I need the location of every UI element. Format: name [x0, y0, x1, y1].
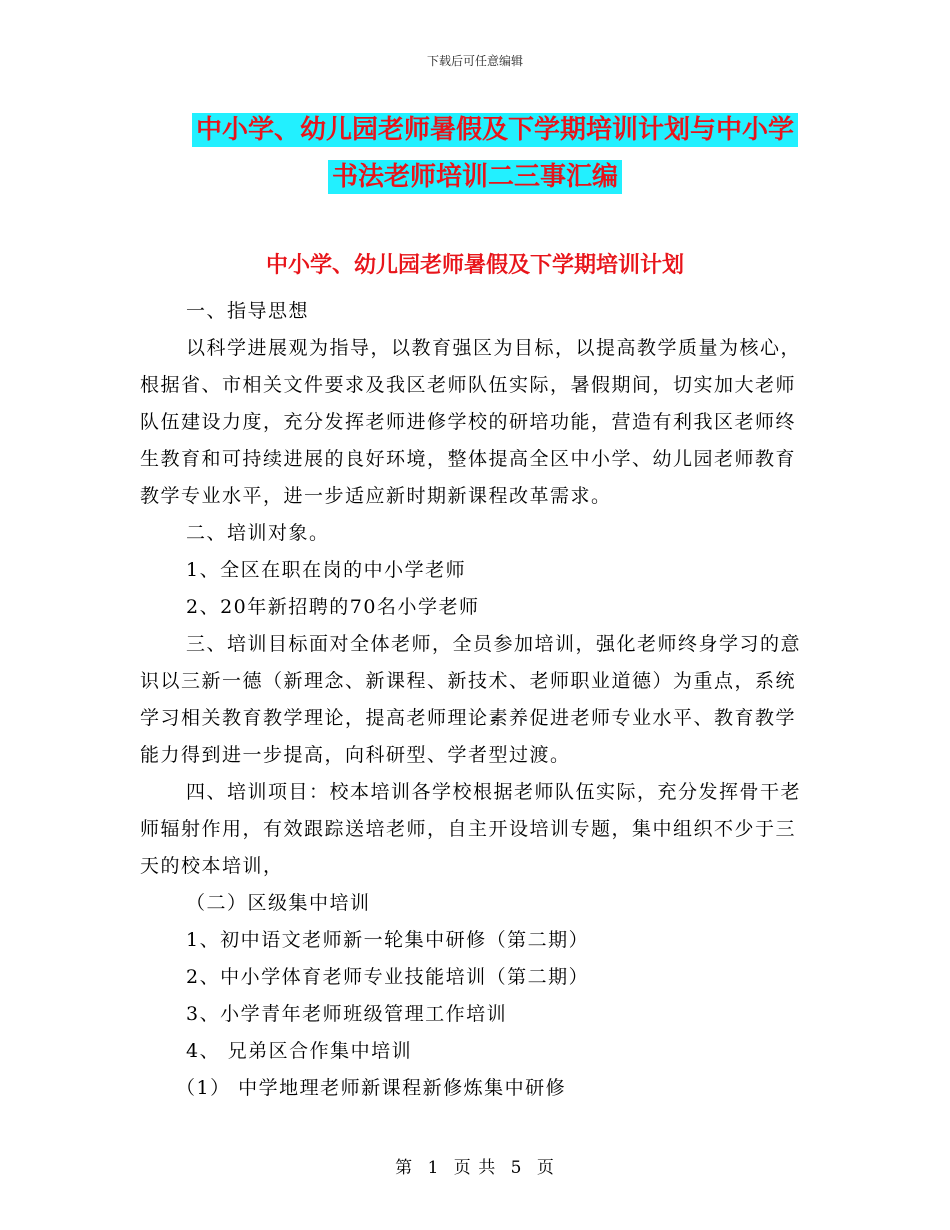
footer-mid: 页 共 — [453, 1158, 497, 1178]
page-footer — [0, 1153, 950, 1178]
document-title-line-1 — [0, 110, 950, 150]
list-item: 1、全区在职在岗的中小学老师 — [186, 559, 467, 581]
list-item: （1） 中学地理老师新课程新修炼集中研修 — [176, 1077, 567, 1099]
footer-suffix: 页 — [536, 1158, 555, 1178]
paragraph-heading-2: 二、培训对象。 — [186, 522, 330, 544]
footer-prefix: 第 — [395, 1158, 414, 1178]
paragraph-guiding-thought: 以科学进展观为指导，以教育强区为目标，以提高教学质量为核心，根据省、市相关文件要求及我区老师队伍实际，暑假期间，切实加大老师队伍建设力度，充分发挥老师进修学校的研培功能，营造有利我区老师终生教育和可持续进展的良好环境，整体提高全区中小学、幼儿园老师教育教学专业水平，进一步适应新时期新课程改革需求。 — [140, 337, 802, 507]
list-item: 1、初中语文老师新一轮集中研修（第二期） — [186, 929, 590, 951]
paragraph-subheading: （二）区级集中培训 — [186, 892, 371, 914]
document-title-line-1-text: 中小学、幼儿园老师暑假及下学期培训计划与中小学 — [192, 113, 798, 147]
document-title-line-2 — [0, 157, 950, 197]
document-title-line-2-text: 书法老师培训二三事汇编 — [328, 160, 622, 194]
list-item: 2、20年新招聘的70名小学老师 — [186, 596, 480, 618]
paragraph-heading-1: 一、指导思想 — [186, 300, 310, 322]
footer-page-number: 1 — [427, 1158, 440, 1178]
paragraph-training-goal: 三、培训目标面对全体老师，全员参加培训，强化老师终身学习的意识以三新一德（新理念、新课程、新技术、老师职业道德）为重点，系统学习相关教育教学理论，提高老师理论素养促进老师专业水平、教育教学能力得到进一步提高，向科研型、学者型过渡。 — [140, 633, 802, 766]
document-body — [140, 293, 805, 1107]
list-item: 4、 兄弟区合作集中培训 — [186, 1040, 413, 1062]
section-title: 中小学、幼儿园老师暑假及下学期培训计划 — [265, 253, 684, 278]
paragraph-training-items: 四、培训项目：校本培训各学校根据老师队伍实际，充分发挥骨干老师辐射作用，有效跟踪送培老师，自主开设培训专题，集中组织不少于三天的校本培训， — [140, 781, 802, 877]
page-header: 下载后可任意编辑 — [426, 54, 523, 68]
list-item: 3、小学青年老师班级管理工作培训 — [186, 1003, 508, 1025]
footer-total-pages: 5 — [510, 1158, 523, 1178]
list-item: 2、中小学体育老师专业技能培训（第二期） — [186, 966, 590, 988]
